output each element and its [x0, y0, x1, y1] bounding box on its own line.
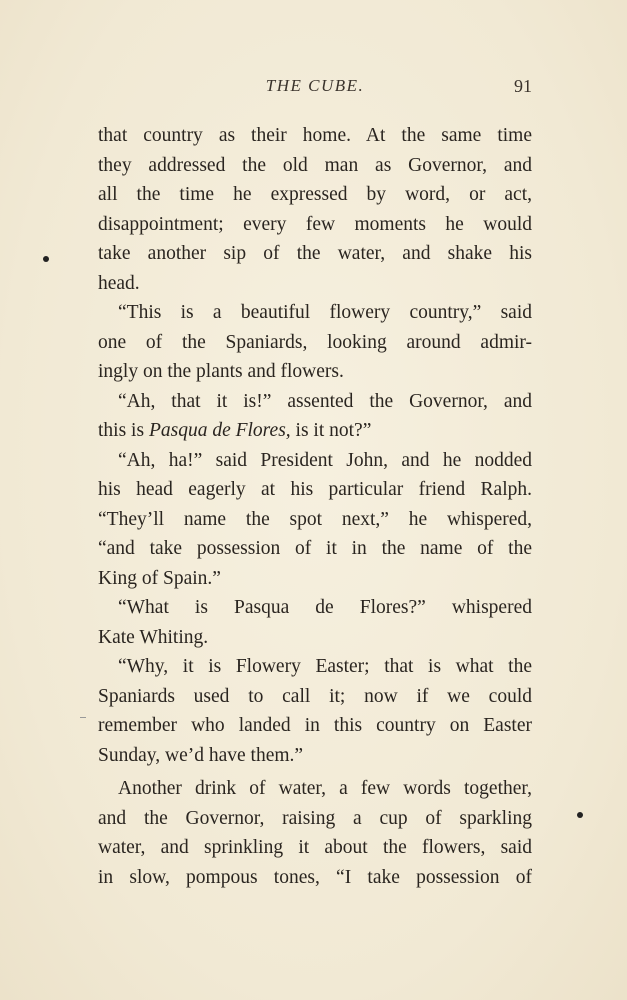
text-line: “and take possession of it in the name of the [98, 538, 532, 559]
text-line: in slow, pompous tones, “I take possession of [98, 866, 532, 888]
text-line: Spaniards used to call it; now if we could [98, 685, 532, 707]
text-line: take another sip of the water, and shake his [98, 243, 532, 264]
text-line: disappointment; every few moments he would [98, 213, 532, 235]
text-line: water, and sprinkling it about the flowers, said [98, 837, 532, 858]
text-line: “Why, it is Flowery Easter; that is what the [118, 656, 532, 677]
text-line [98, 416, 532, 446]
text-line: “This is a beautiful flowery country,” said [118, 302, 532, 323]
body-text [98, 121, 532, 892]
margin-mark [43, 256, 49, 262]
text-line: remember who landed in this country on Easter [98, 715, 532, 736]
text-line: they addressed the old man as Governor, and [98, 154, 532, 176]
running-head [98, 76, 532, 100]
text-line: King of Spain.” [98, 567, 221, 589]
text-line: his head eagerly at his particular friend Ralph. [98, 479, 532, 500]
text-line: ingly on the plants and flowers. [98, 361, 344, 382]
margin-mark [577, 812, 583, 818]
text-line: all the time he expressed by word, or act, [98, 184, 532, 205]
text-line: “What is Pasqua de Flores?” whispered [118, 597, 532, 618]
margin-dash [80, 717, 86, 718]
text-line: Kate Whiting. [98, 626, 209, 648]
text-line: one of the Spaniards, looking around admir- [98, 331, 532, 353]
text-line: and the Governor, raising a cup of sparkling [98, 807, 532, 829]
italic-phrase: Pasqua de Flores, [148, 420, 291, 441]
text-line: head. [98, 272, 140, 294]
text-line: “Ah, that it is!” assented the Governor, and [118, 390, 532, 412]
page-number: 91 [514, 76, 532, 96]
text-span: is it not?” [290, 420, 372, 441]
text-line: “Ah, ha!” said President John, and he nodded [118, 449, 532, 471]
text-line: Another drink of water, a few words together, [118, 778, 532, 799]
text-line: Sunday, we’d have them.” [98, 744, 304, 766]
text-line: “They’ll name the spot next,” he whispered, [98, 508, 532, 530]
text-line: that country as their home. At the same time [98, 125, 532, 146]
running-title: THE CUBE. [265, 76, 365, 95]
text-span: this is [98, 420, 149, 441]
